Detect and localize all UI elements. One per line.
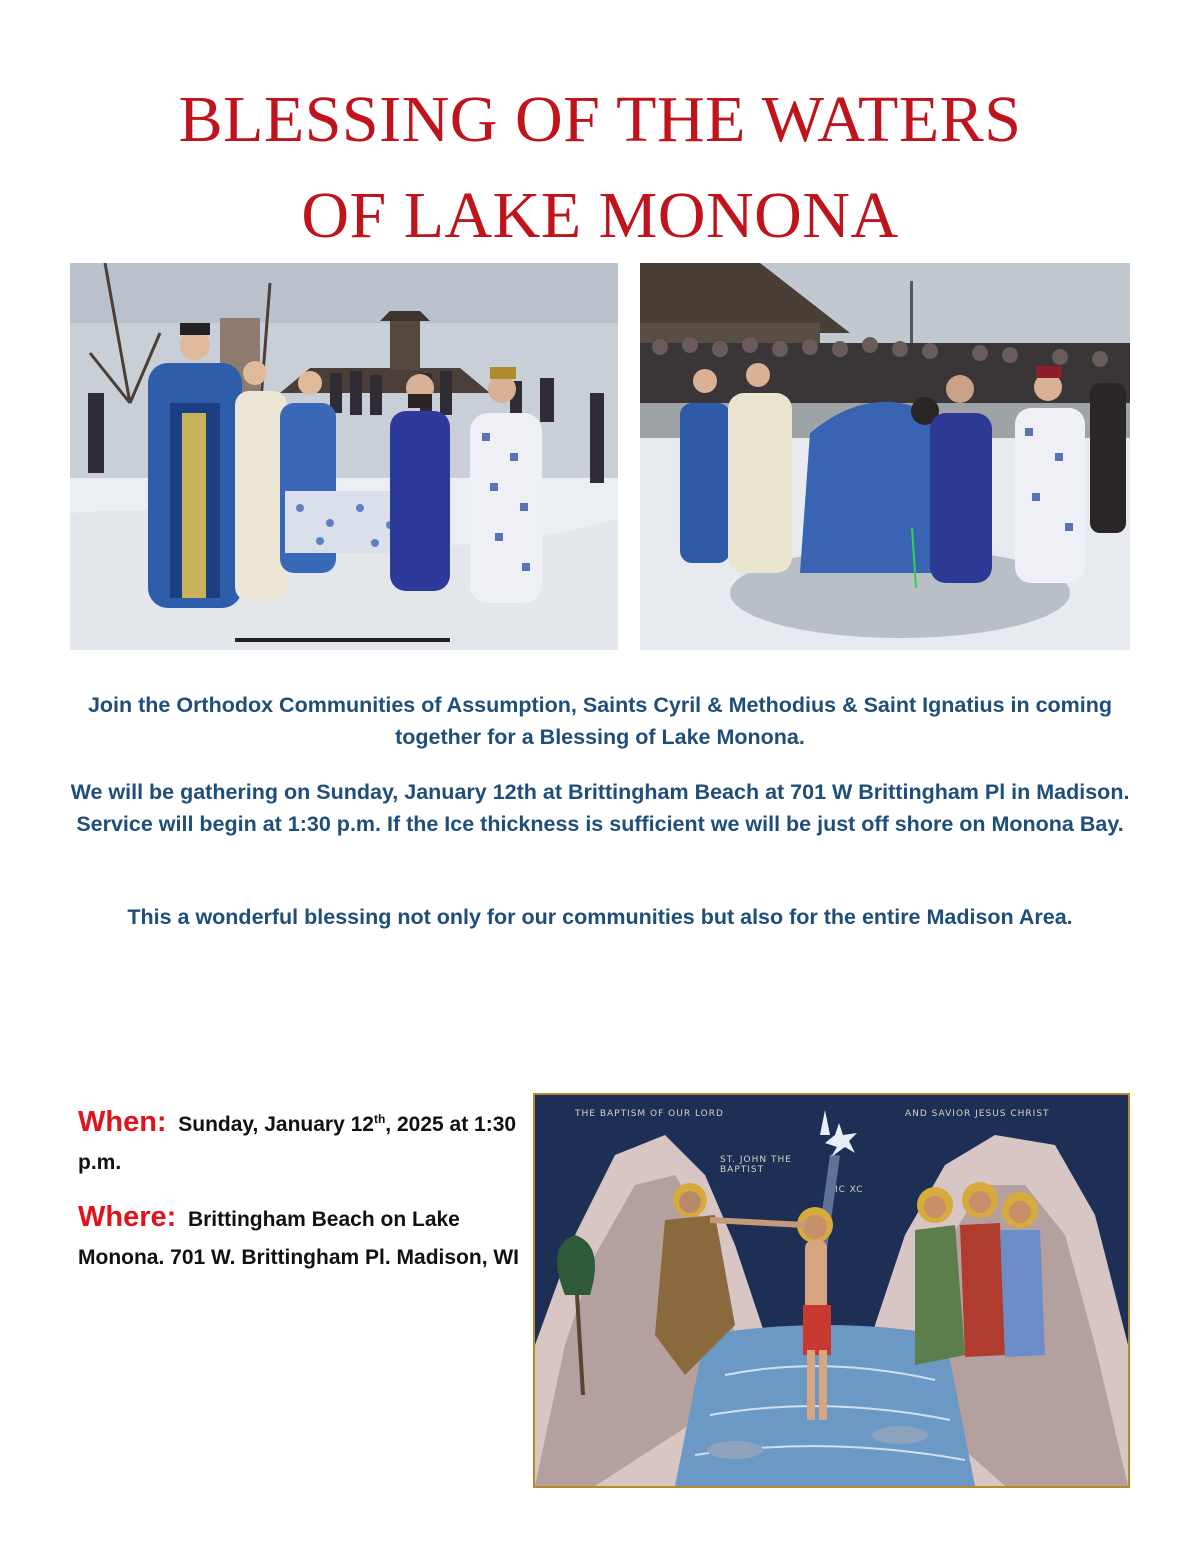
when-label: When:	[78, 1106, 167, 1138]
when-text-a: Sunday, January 12	[178, 1113, 374, 1136]
where-text: Brittingham Beach on Lake Monona. 701 W. Brittingham Pl. Madison, WI	[78, 1208, 520, 1269]
when-ordinal: th	[373, 1112, 386, 1126]
page-title-line-2: OF LAKE MONONA	[301, 179, 899, 252]
clergy-group-photo	[70, 263, 618, 650]
icon-caption-left: THE BAPTISM OF OUR LORD	[575, 1109, 724, 1119]
page-title-line-1: BLESSING OF THE WATERS	[178, 83, 1022, 156]
intro-paragraph	[60, 689, 1140, 753]
gathering-text: We will be gathering on Sunday, January 12th at Brittingham Beach at 701 W Brittingham Pl in Madison. Service will begin at 1:30 p.m. If the Ice thickness is sufficient we will be just off shore on Monona Bay.	[70, 780, 1130, 836]
icon-caption-right: AND SAVIOR JESUS CHRIST	[905, 1109, 1050, 1119]
icon-caption-john: ST. JOHN THE BAPTIST	[720, 1155, 792, 1175]
blessing-ice-photo	[640, 263, 1130, 650]
when-block	[78, 1100, 528, 1182]
blessing-text: This a wonderful blessing not only for our communities but also for the entire Madison Area.	[127, 905, 1073, 929]
icon-caption-ic-xc: IC XC	[835, 1185, 864, 1195]
intro-text: Join the Orthodox Communities of Assumption, Saints Cyril & Methodius & Saint Ignatius in coming together for a Blessing of Lake Monona.	[87, 693, 1113, 749]
gathering-paragraph	[60, 776, 1140, 840]
where-block	[78, 1198, 528, 1277]
blessing-paragraph	[60, 901, 1140, 933]
when-text-b: , 2025 at 1:30 p.m.	[78, 1113, 517, 1174]
where-label: Where:	[78, 1201, 177, 1233]
baptism-icon-image	[533, 1093, 1130, 1488]
